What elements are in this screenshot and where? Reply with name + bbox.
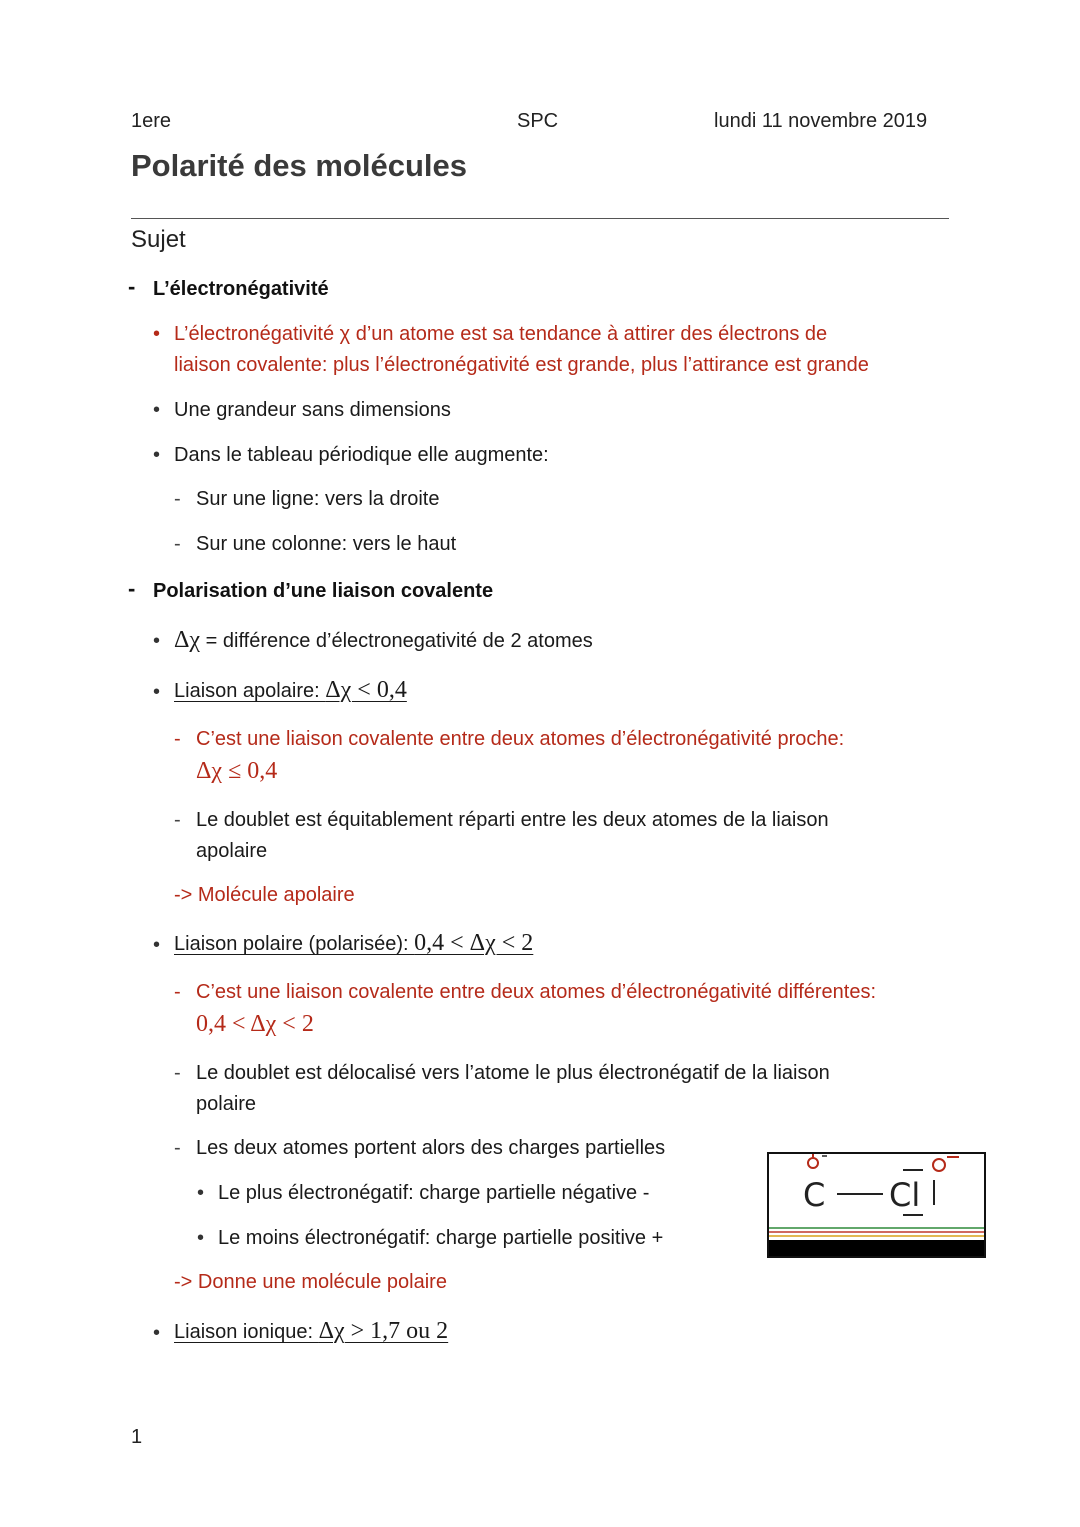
apolaire-doublet-line-2: apolaire	[196, 840, 268, 862]
list-item: Une grandeur sans dimensions	[174, 399, 451, 421]
section-heading-electronegativite: L’électronégativité	[153, 278, 329, 300]
delta-definition	[174, 627, 593, 654]
definition-line-1: L’électronégativité χ d’un atome est sa tendance à attirer des électrons de	[174, 323, 828, 345]
ionique-condition: Δχ > 1,7 ou 2	[318, 1318, 449, 1344]
header-date: lundi 11 novembre 2019	[714, 110, 928, 132]
dash-marker: -	[174, 809, 181, 831]
polaire-doublet-line-1: Le doublet est délocalisé vers l’atome le plus électronégatif de la liaison	[196, 1062, 830, 1084]
bullet-marker: •	[153, 681, 161, 703]
delta-plus-icon	[808, 1154, 827, 1168]
decor-black-band	[769, 1240, 984, 1256]
apolaire-label: Liaison apolaire:	[174, 680, 326, 702]
delta-chi-symbol: Δχ	[174, 627, 201, 653]
delta-definition-text: = différence d’électronegativité de 2 atomes	[200, 630, 593, 652]
polaire-conclusion: -> Donne une molécule polaire	[174, 1271, 447, 1293]
bullet-marker: •	[197, 1227, 205, 1249]
partial-charge-positive: Le moins électronégatif: charge partielle positive +	[218, 1227, 664, 1249]
polaire-definition: C’est une liaison covalente entre deux atomes d’électronégativité différentes:	[196, 981, 877, 1003]
delta-minus-icon	[933, 1157, 959, 1171]
bullet-marker: •	[153, 323, 161, 345]
page-title: Polarité des molécules	[131, 148, 467, 183]
apolaire-condition: Δχ < 0,4	[325, 677, 407, 703]
apolaire-heading	[174, 677, 407, 704]
polaire-condition: 0,4 < Δχ < 2	[414, 930, 534, 956]
dash-marker: -	[174, 728, 181, 750]
dash-marker: -	[174, 1137, 181, 1159]
atom-carbon: C	[803, 1176, 826, 1214]
dash-marker: -	[174, 1062, 181, 1084]
atom-chlorine: Cl	[889, 1176, 921, 1214]
section-label: Sujet	[131, 226, 186, 253]
page-number: 1	[131, 1426, 143, 1448]
header-subject: SPC	[517, 110, 559, 132]
dash-marker: -	[174, 488, 181, 510]
bond-diagram	[767, 1152, 986, 1258]
definition-line-2: liaison covalente: plus l’électronégativité est grande, plus l’attirance est grande	[174, 354, 869, 376]
apolaire-doublet-line-1: Le doublet est équitablement réparti entre les deux atomes de la liaison	[196, 809, 829, 831]
list-item: Sur une ligne: vers la droite	[196, 488, 440, 510]
polaire-heading	[174, 930, 533, 957]
bullet-marker: •	[197, 1182, 205, 1204]
apolaire-definition-math: Δχ ≤ 0,4	[196, 758, 278, 784]
section-dash-1: -	[128, 274, 136, 299]
section-dash-2: -	[128, 576, 136, 601]
dash-marker: -	[174, 533, 181, 555]
bullet-marker: •	[153, 444, 161, 466]
polaire-doublet-line-2: polaire	[196, 1093, 257, 1115]
bullet-marker: •	[153, 630, 161, 652]
list-item: Sur une colonne: vers le haut	[196, 533, 457, 555]
bullet-marker: •	[153, 1322, 161, 1344]
polaire-definition-math: 0,4 < Δχ < 2	[196, 1011, 314, 1037]
title-divider	[131, 218, 949, 219]
bullet-marker: •	[153, 934, 161, 956]
polaire-label: Liaison polaire (polarisée):	[174, 933, 415, 955]
bullet-marker: •	[153, 399, 161, 421]
partial-charge-negative: Le plus électronégatif: charge partielle négative -	[218, 1182, 650, 1204]
header-level: 1ere	[131, 110, 172, 132]
ionique-heading	[174, 1318, 448, 1345]
apolaire-definition: C’est une liaison covalente entre deux atomes d’électronégativité proche:	[196, 728, 845, 750]
ionique-label: Liaison ionique:	[174, 1321, 319, 1343]
partial-charges: Les deux atomes portent alors des charges partielles	[196, 1137, 666, 1159]
section-heading-polarisation: Polarisation d’une liaison covalente	[153, 580, 494, 602]
apolaire-conclusion: -> Molécule apolaire	[174, 884, 355, 906]
bond-diagram-svg	[769, 1154, 984, 1256]
list-item: Dans le tableau périodique elle augmente:	[174, 444, 549, 466]
dash-marker: -	[174, 981, 181, 1003]
